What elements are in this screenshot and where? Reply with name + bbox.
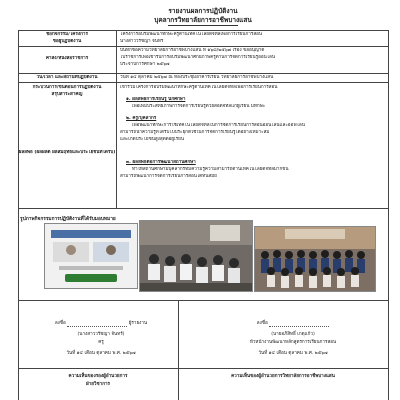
project-label: ชื่อกิจกรรม/โครงการ xyxy=(46,32,88,37)
project-value: โครงการอบรมพัฒนาทักษะครูด้านเทคโนโลยีดิจิทัลเพื่อการเรียนการสอน xyxy=(120,32,263,37)
classroom-image xyxy=(140,221,252,291)
outcome-label: ผลลัพธ์ (ผลผลิต ผลสัมฤทธิ์และประโยชน์ที่ได้รับ) xyxy=(18,150,116,155)
order-label: คำสั่ง/หนังสือราชการ xyxy=(45,56,89,61)
right-signature-line xyxy=(208,320,378,327)
row-divider xyxy=(18,208,388,209)
photo-group xyxy=(254,226,376,292)
right-signer-name: (นายอภิสิทธิ์ เกตุแก้ว) xyxy=(271,332,315,337)
right-signer-position: หัวหน้างานพัฒนาหลักสูตรการเรียนการสอน xyxy=(249,340,337,345)
right-signature-dots xyxy=(269,321,329,327)
online-meeting-image xyxy=(45,224,137,288)
name-value: นางสาววรัชญา จันทร์ xyxy=(120,39,164,44)
report-page xyxy=(18,0,388,400)
right-opinion-label: ความเห็นของผู้อำนวยการวิทยาลัยการอาชีพบางแสน xyxy=(231,374,335,379)
signature-divider xyxy=(178,300,179,400)
photos-label: รูปภาพกิจกรรมการปฏิบัติงานที่ได้รับมอบหมาย xyxy=(20,217,116,222)
right-sign-label: ลงชื่อ xyxy=(256,321,268,326)
photo-classroom xyxy=(139,220,253,292)
order-value-line1: บันทึกข้อความวิทยาลัยการอาชีพบางแสน ที่ ๑๖๘/๒๕๖๗ เรื่อง ขออนุญาต xyxy=(120,48,265,53)
activity-label: กระบวนการ/ขั้นตอนการปฏิบัติงาน xyxy=(32,85,102,90)
item3-text-1: ทำให้สถานศึกษามีบุคลากรที่มีความรู้ความสามารถด้านเทคโนโลยีดิจิทัลมากขึ้น xyxy=(132,167,289,172)
order-value-line2: ไปราชการเพื่อเข้ารับการอบรมพัฒนาศักยภาพครูด้านการจัดการเรียนรู้ออนไลน์ xyxy=(120,55,276,60)
right-sign-date: วันที่ ๑๔ เดือน ตุลาคม พ.ศ. ๒๕๖๗ xyxy=(258,351,328,356)
activity-label-2: สรุปสาระสำคัญ xyxy=(51,92,83,97)
item2-text-3: และเกิดประโยชน์สูงสุดต่อผู้เรียน xyxy=(120,137,184,142)
left-signer-name: (นางสาววรัชญา จันทร์) xyxy=(77,332,125,337)
item2-title: ๒. ครู/บุคลากร xyxy=(126,116,157,121)
left-sign-label: ลงชื่อ xyxy=(54,321,66,326)
photo-online-meeting xyxy=(44,223,138,289)
date-value: วันที่ ๑๔ ตุลาคม ๒๕๖๗ ณ ห้องประชุมอาคารเรียน วิทยาลัยการอาชีพบางแสน xyxy=(120,74,274,80)
group-photo-image xyxy=(255,227,375,291)
activity-intro: เข้าร่วมโครงการอบรมพัฒนาทักษะครูด้านเทคโนโลยีดิจิทัลเพื่อการเรียนการสอน xyxy=(120,85,278,90)
title-underline xyxy=(168,25,238,26)
left-signature-dots xyxy=(67,321,127,327)
row-divider xyxy=(18,82,388,83)
row-divider xyxy=(18,368,388,369)
item2-text-1: เพื่อพัฒนาทักษะการใช้เทคโนโลยีดิจิทัลในการจัดการเรียนการสอนออนไลน์และออฟไลน์ xyxy=(132,123,305,128)
item2-text-2: สามารถนำความรู้ที่ได้รับไปประยุกต์ใช้ในการจัดการเรียนรู้ได้อย่างเหมาะสม xyxy=(120,130,270,135)
name-label: ชื่อผู้ปฏิบัติงาน xyxy=(52,39,82,44)
item3-title: ๓. ผลลัพธ์ต่อการพัฒนาสถานศึกษา xyxy=(126,160,196,165)
left-opinion-label: ความเห็นของรองผู้อำนวยการ xyxy=(68,374,128,379)
left-signer-position: ครู xyxy=(98,340,104,345)
left-opinion-label-2: ฝ่ายวิชาการ xyxy=(85,382,111,387)
table-top-border xyxy=(18,30,388,31)
table-right-border xyxy=(388,30,389,400)
order-value-line3: ประจำปีการศึกษา ๒๕๖๗ xyxy=(120,62,170,67)
report-subtitle: บุคลากรวิทยาลัยการอาชีพบางแสน xyxy=(154,16,252,24)
item1-title: ๑. ผลลัพธ์การเรียนรู้ นักศึกษา xyxy=(126,97,186,102)
left-signature-line xyxy=(26,320,176,327)
item1-text: เพื่อเพิ่มประสิทธิภาพการจัดการเรียนรู้ด้วยสื่อดิจิทัลแก่ผู้เรียน มีทักษะ xyxy=(132,104,266,109)
date-label: วัน/เวลา และสถานที่ปฏิบัติงาน xyxy=(36,74,98,80)
item3-text-2: สามารถพัฒนาการจัดการเรียนการสอนได้ทันสมัย xyxy=(120,174,217,179)
report-title: รายงานผลการปฏิบัติงาน xyxy=(168,7,238,15)
column-divider xyxy=(116,30,117,208)
row-divider xyxy=(18,46,388,47)
left-sign-date: วันที่ ๑๔ เดือน ตุลาคม พ.ศ. ๒๕๖๗ xyxy=(66,351,136,356)
row-divider xyxy=(18,300,388,301)
left-sign-role: ผู้รายงาน xyxy=(128,321,148,326)
